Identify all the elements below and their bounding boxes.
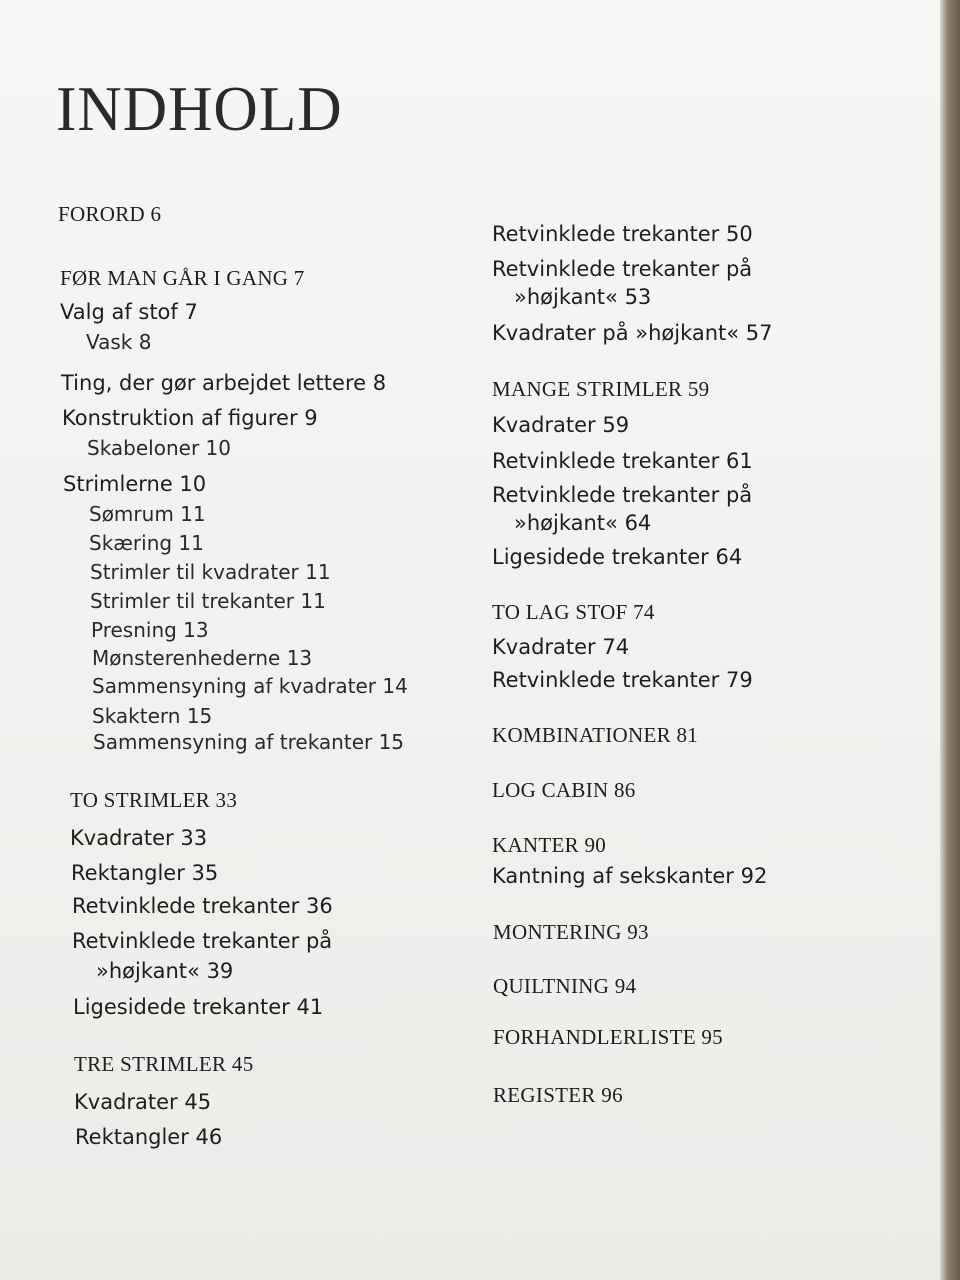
toc-entry-retvinklede-61: Retvinklede trekanter 61 xyxy=(492,449,753,473)
toc-entry-retvinklede-paa: Retvinklede trekanter på xyxy=(72,929,333,953)
toc-entry-kantning-sekskanter: Kantning af sekskanter 92 xyxy=(492,864,768,888)
toc-subentry-skaering: Skæring 11 xyxy=(89,531,204,555)
toc-entry-kvadrater-59: Kvadrater 59 xyxy=(492,413,630,437)
toc-subentry-strimler-trekanter: Strimler til trekanter 11 xyxy=(90,589,326,613)
toc-entry-kvadrater-45: Kvadrater 45 xyxy=(74,1090,212,1114)
toc-entry-konstruktion: Konstruktion af figurer 9 xyxy=(62,406,318,430)
toc-heading-kombinationer: KOMBINATIONER 81 xyxy=(492,723,699,747)
toc-entry-strimlerne: Strimlerne 10 xyxy=(63,472,207,496)
toc-heading-register: REGISTER 96 xyxy=(493,1083,623,1107)
toc-entry-rektangler-46: Rektangler 46 xyxy=(75,1125,223,1149)
toc-heading-montering: MONTERING 93 xyxy=(493,920,649,944)
toc-entry-valg-af-stof: Valg af stof 7 xyxy=(60,300,198,324)
page-edge xyxy=(940,0,960,1280)
toc-heading-log-cabin: LOG CABIN 86 xyxy=(492,778,636,802)
toc-heading-quiltning: QUILTNING 94 xyxy=(493,974,637,998)
toc-entry-ligesidede-41: Ligesidede trekanter 41 xyxy=(73,995,324,1019)
toc-entry-kvadrater-paa-hoejkant: Kvadrater på »højkant« 57 xyxy=(492,321,773,345)
toc-subentry-sammensyning-kvadrater: Sammensyning af kvadrater 14 xyxy=(92,674,408,698)
toc-entry-kvadrater-74: Kvadrater 74 xyxy=(492,635,630,659)
toc-entry-retvinklede-36: Retvinklede trekanter 36 xyxy=(72,894,333,918)
toc-heading-tre-strimler: TRE STRIMLER 45 xyxy=(74,1052,254,1076)
toc-entry-hoejkant-64: »højkant« 64 xyxy=(514,511,652,535)
toc-heading-forhandlerliste: FORHANDLERLISTE 95 xyxy=(493,1025,723,1049)
toc-entry-hoejkant-53: »højkant« 53 xyxy=(514,285,652,309)
toc-subentry-skabeloner: Skabeloner 10 xyxy=(87,436,231,460)
page-title: INDHOLD xyxy=(56,73,343,144)
toc-entry-ligesidede-64: Ligesidede trekanter 64 xyxy=(492,545,743,569)
toc-entry-hoejkant-39: »højkant« 39 xyxy=(96,959,234,983)
toc-entry-retvinklede-79: Retvinklede trekanter 79 xyxy=(492,668,753,692)
toc-subentry-moensterenhederne: Mønsterenhederne 13 xyxy=(92,646,313,670)
toc-heading-foer-man-gaar-i-gang: FØR MAN GÅR I GANG 7 xyxy=(60,266,305,290)
toc-heading-to-lag-stof: TO LAG STOF 74 xyxy=(492,600,655,624)
toc-subentry-vask: Vask 8 xyxy=(86,330,152,354)
toc-heading-forord: FORORD 6 xyxy=(58,202,162,226)
toc-entry-rektangler-35: Rektangler 35 xyxy=(71,861,219,885)
toc-subentry-presning: Presning 13 xyxy=(91,618,209,642)
toc-heading-mange-strimler: MANGE STRIMLER 59 xyxy=(492,377,710,401)
toc-entry-retvinklede-paa-53: Retvinklede trekanter på xyxy=(492,257,753,281)
toc-entry-kvadrater-33: Kvadrater 33 xyxy=(70,826,208,850)
toc-entry-retvinklede-50: Retvinklede trekanter 50 xyxy=(492,222,753,246)
toc-subentry-skaktern: Skaktern 15 xyxy=(92,704,213,728)
toc-heading-kanter: KANTER 90 xyxy=(492,833,607,857)
toc-subentry-sammensyning-trekanter: Sammensyning af trekanter 15 xyxy=(93,730,405,754)
toc-heading-to-strimler: TO STRIMLER 33 xyxy=(70,788,238,812)
toc-entry-ting-der-goer: Ting, der gør arbejdet lettere 8 xyxy=(61,371,387,395)
toc-subentry-soemrum: Sømrum 11 xyxy=(89,502,206,526)
toc-subentry-strimler-kvadrater: Strimler til kvadrater 11 xyxy=(90,560,331,584)
toc-entry-retvinklede-paa-64: Retvinklede trekanter på xyxy=(492,483,753,507)
